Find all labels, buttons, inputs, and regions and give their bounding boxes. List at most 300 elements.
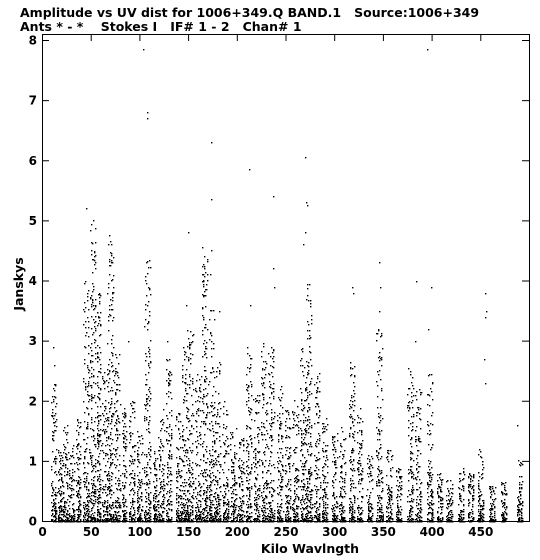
data-point [95, 353, 96, 354]
data-point [205, 346, 206, 347]
data-point [54, 472, 55, 473]
data-point [294, 493, 295, 494]
data-point [289, 471, 290, 472]
data-point [95, 316, 96, 317]
data-point [191, 496, 192, 497]
data-point [131, 477, 132, 478]
data-point [192, 469, 193, 470]
data-point [148, 347, 149, 348]
data-point [202, 334, 203, 335]
data-point [206, 357, 207, 358]
data-point [67, 511, 68, 512]
data-point [91, 316, 92, 317]
data-point [61, 479, 62, 480]
data-point [179, 475, 180, 476]
data-point [77, 464, 78, 465]
data-point [205, 507, 206, 508]
data-point [109, 305, 110, 306]
data-point [89, 511, 90, 512]
data-point [213, 460, 214, 461]
data-point [293, 463, 294, 464]
data-point [303, 520, 304, 521]
data-point [124, 505, 125, 506]
data-point [149, 459, 150, 460]
data-point [308, 454, 309, 455]
data-point [76, 480, 77, 481]
data-point [297, 425, 298, 426]
data-point [273, 396, 274, 397]
data-point [297, 514, 298, 515]
data-point [176, 471, 177, 472]
data-point [74, 516, 75, 517]
data-point [92, 361, 93, 362]
data-point [306, 513, 307, 514]
data-point [253, 451, 254, 452]
data-point [230, 449, 231, 450]
data-point [65, 509, 66, 510]
data-point [97, 476, 98, 477]
data-point [213, 408, 214, 409]
data-point [99, 484, 100, 485]
data-point [263, 343, 264, 344]
data-point [232, 506, 233, 507]
data-point [191, 395, 192, 396]
data-point [219, 472, 220, 473]
data-point [212, 472, 213, 473]
data-point [101, 445, 102, 446]
data-point [185, 514, 186, 515]
data-point [211, 467, 212, 468]
data-point [159, 464, 160, 465]
data-point [185, 390, 186, 391]
data-point [77, 483, 78, 484]
data-point [158, 507, 159, 508]
data-point [178, 421, 179, 422]
data-point [200, 444, 201, 445]
data-point [231, 520, 232, 521]
data-point [78, 434, 79, 435]
data-point [190, 358, 191, 359]
data-point [166, 359, 167, 360]
data-point [211, 356, 212, 357]
data-point [255, 459, 256, 460]
data-point [177, 520, 178, 521]
data-point [158, 437, 159, 438]
data-point [277, 461, 278, 462]
data-point [225, 440, 226, 441]
data-point [263, 361, 264, 362]
data-point [119, 384, 120, 385]
data-point [97, 460, 98, 461]
data-point [91, 408, 92, 409]
data-point [302, 497, 303, 498]
data-point [79, 451, 80, 452]
data-point [202, 509, 203, 510]
data-point [183, 509, 184, 510]
data-point [192, 413, 193, 414]
data-point [132, 433, 133, 434]
data-point [270, 473, 271, 474]
data-point [123, 516, 124, 517]
data-point [287, 427, 288, 428]
data-point [308, 416, 309, 417]
data-point [64, 506, 65, 507]
data-point [95, 242, 96, 243]
data-point [122, 482, 123, 483]
plot-frame [43, 35, 530, 522]
data-point [270, 387, 271, 388]
data-point [179, 456, 180, 457]
data-point [273, 361, 274, 362]
data-point [203, 389, 204, 390]
data-point [215, 498, 216, 499]
data-point [125, 510, 126, 511]
data-point [219, 478, 220, 479]
data-point [189, 374, 190, 375]
data-point [163, 484, 164, 485]
data-point [144, 418, 145, 419]
data-point [168, 433, 169, 434]
data-point [100, 372, 101, 373]
data-point [176, 495, 177, 496]
data-point [110, 315, 111, 316]
data-point [202, 307, 203, 308]
data-point [192, 505, 193, 506]
data-point [215, 432, 216, 433]
data-point [67, 425, 68, 426]
data-point [271, 480, 272, 481]
data-point [171, 458, 172, 459]
data-point [163, 481, 164, 482]
data-point [254, 420, 255, 421]
data-point [167, 464, 168, 465]
data-point [167, 501, 168, 502]
data-point [62, 457, 63, 458]
data-point [115, 434, 116, 435]
data-point [83, 463, 84, 464]
data-point [207, 329, 208, 330]
data-point [185, 495, 186, 496]
data-point [228, 469, 229, 470]
data-point [204, 276, 205, 277]
data-point [168, 499, 169, 500]
data-point [219, 373, 220, 374]
data-point [134, 445, 135, 446]
data-point [160, 457, 161, 458]
data-point [226, 453, 227, 454]
data-point [259, 429, 260, 430]
data-point [108, 364, 109, 365]
data-point [198, 475, 199, 476]
data-point [188, 470, 189, 471]
data-point [231, 501, 232, 502]
data-point [63, 452, 64, 453]
data-point [273, 398, 274, 399]
data-point [146, 467, 147, 468]
data-point [123, 426, 124, 427]
data-point [111, 479, 112, 480]
data-point [166, 493, 167, 494]
data-point [140, 485, 141, 486]
data-point [304, 457, 305, 458]
data-point [125, 436, 126, 437]
data-point [210, 502, 211, 503]
data-point [305, 490, 306, 491]
data-point [159, 469, 160, 470]
data-point [163, 479, 164, 480]
data-point [124, 408, 125, 409]
data-point [296, 512, 297, 513]
data-point [164, 497, 165, 498]
data-point [286, 497, 287, 498]
data-point [301, 437, 302, 438]
data-point [114, 375, 115, 376]
data-point [292, 411, 293, 412]
data-point [288, 412, 289, 413]
data-point [188, 458, 189, 459]
data-point [285, 503, 286, 504]
data-point [167, 504, 168, 505]
data-point [203, 494, 204, 495]
data-point [257, 474, 258, 475]
data-point [195, 510, 196, 511]
data-point [118, 377, 119, 378]
data-point [77, 419, 78, 420]
data-point [183, 399, 184, 400]
data-point [254, 471, 255, 472]
data-point [243, 503, 244, 504]
data-point [163, 422, 164, 423]
data-point [277, 420, 278, 421]
data-point [133, 494, 134, 495]
data-point [145, 304, 146, 305]
data-point [155, 501, 156, 502]
data-point [273, 356, 274, 357]
data-point [108, 480, 109, 481]
data-point [183, 498, 184, 499]
data-point [285, 465, 286, 466]
data-point [216, 488, 217, 489]
data-point [271, 417, 272, 418]
data-point [204, 291, 205, 292]
data-point [91, 508, 92, 509]
data-point [56, 474, 57, 475]
data-point [87, 426, 88, 427]
data-point [117, 459, 118, 460]
data-point [203, 520, 204, 521]
data-point [162, 488, 163, 489]
data-point [115, 354, 116, 355]
data-point [234, 485, 235, 486]
data-point [183, 429, 184, 430]
data-point [206, 378, 207, 379]
data-point [111, 421, 112, 422]
data-point [243, 468, 244, 469]
data-point [277, 506, 278, 507]
data-point [249, 494, 250, 495]
data-point [64, 446, 65, 447]
data-point [187, 452, 188, 453]
data-point [187, 330, 188, 331]
data-point [139, 472, 140, 473]
data-point [249, 518, 250, 519]
data-point [124, 486, 125, 487]
data-point [88, 482, 89, 483]
data-point [100, 334, 101, 335]
data-point [95, 417, 96, 418]
data-point [250, 364, 251, 365]
data-point [91, 483, 92, 484]
data-point [196, 431, 197, 432]
data-point [212, 464, 213, 465]
data-point [102, 520, 103, 521]
data-point [100, 517, 101, 518]
data-point [271, 392, 272, 393]
data-point [200, 459, 201, 460]
data-point [301, 392, 302, 393]
data-point [168, 470, 169, 471]
data-point [122, 485, 123, 486]
data-point [309, 284, 310, 285]
data-point [98, 420, 99, 421]
data-point [92, 429, 93, 430]
data-point [209, 464, 210, 465]
data-point [292, 427, 293, 428]
data-point [230, 432, 231, 433]
data-point [54, 415, 55, 416]
data-point [191, 452, 192, 453]
data-point [289, 428, 290, 429]
data-point [110, 407, 111, 408]
data-point [262, 439, 263, 440]
data-point [130, 516, 131, 517]
data-point [266, 430, 267, 431]
data-point [98, 491, 99, 492]
data-point [203, 264, 204, 265]
data-point [76, 462, 77, 463]
data-point [83, 481, 84, 482]
data-point [209, 487, 210, 488]
data-point [92, 466, 93, 467]
data-point [287, 484, 288, 485]
data-point [300, 365, 301, 366]
data-point [259, 496, 260, 497]
data-point [267, 487, 268, 488]
data-point [163, 501, 164, 502]
data-point [104, 406, 105, 407]
data-point [116, 429, 117, 430]
data-point [280, 421, 281, 422]
data-point [169, 490, 170, 491]
data-point [183, 402, 184, 403]
data-point [105, 455, 106, 456]
data-point [84, 412, 85, 413]
data-point [266, 410, 267, 411]
data-point [117, 521, 118, 522]
data-point [271, 452, 272, 453]
data-point [182, 365, 183, 366]
data-point [126, 446, 127, 447]
data-point [67, 485, 68, 486]
data-point [157, 458, 158, 459]
data-point [144, 483, 145, 484]
data-point [301, 358, 302, 359]
data-point [199, 379, 200, 380]
data-point [233, 514, 234, 515]
data-point [192, 381, 193, 382]
data-point [216, 376, 217, 377]
data-point [86, 520, 87, 521]
data-point [78, 490, 79, 491]
data-point [97, 416, 98, 417]
data-point [232, 432, 233, 433]
data-point [150, 492, 151, 493]
data-point [115, 394, 116, 395]
data-point [298, 498, 299, 499]
data-point [125, 482, 126, 483]
data-point [262, 472, 263, 473]
data-point [123, 455, 124, 456]
data-point [160, 439, 161, 440]
data-point [171, 435, 172, 436]
data-point [166, 439, 167, 440]
data-point [130, 490, 131, 491]
data-point [104, 471, 105, 472]
data-point [108, 330, 109, 331]
data-point [119, 464, 120, 465]
data-point [145, 518, 146, 519]
data-point [239, 465, 240, 466]
data-point [91, 306, 92, 307]
data-point [223, 413, 224, 414]
data-point [176, 493, 177, 494]
data-point [116, 453, 117, 454]
data-point [146, 429, 147, 430]
data-point [200, 438, 201, 439]
data-point [123, 430, 124, 431]
data-point [105, 465, 106, 466]
data-point [137, 431, 138, 432]
data-point [159, 478, 160, 479]
data-point [73, 494, 74, 495]
data-point [80, 426, 81, 427]
data-point [251, 384, 252, 385]
data-point [195, 390, 196, 391]
data-point [63, 492, 64, 493]
data-point [114, 521, 115, 522]
data-point [210, 473, 211, 474]
data-point [255, 519, 256, 520]
data-point [212, 425, 213, 426]
data-point [302, 365, 303, 366]
data-point [88, 401, 89, 402]
data-point [148, 494, 149, 495]
data-point [259, 465, 260, 466]
data-point [286, 450, 287, 451]
data-point [69, 501, 70, 502]
data-point [146, 384, 147, 385]
data-point [92, 470, 93, 471]
data-point [95, 471, 96, 472]
data-point [295, 514, 296, 515]
data-point [69, 484, 70, 485]
data-point [54, 510, 55, 511]
data-point [210, 310, 211, 311]
data-point [213, 516, 214, 517]
data-point [203, 319, 204, 320]
data-point [197, 506, 198, 507]
data-point [282, 441, 283, 442]
